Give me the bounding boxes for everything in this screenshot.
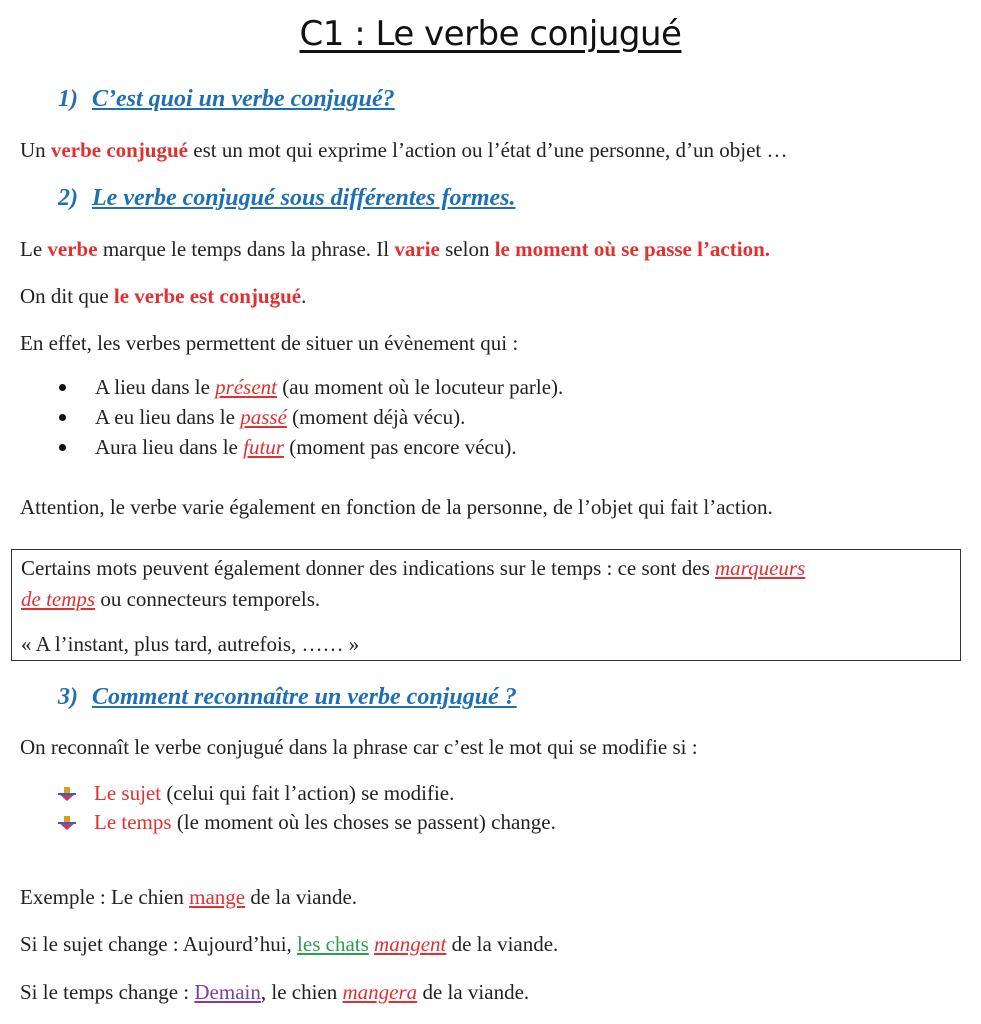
paragraph-3: [20, 284, 306, 309]
list-item: Le sujet (celui qui fait l’action) se modifie.: [58, 779, 556, 808]
box-line-2: de temps ou connecteurs temporels.: [21, 587, 321, 611]
criterion-temps: Le temps: [94, 810, 172, 834]
box-term-marqueurs: marqueurs: [715, 556, 806, 580]
list-item: Le temps (le moment où les choses se passent) change.: [58, 808, 556, 837]
box-line-1: Certains mots peuvent également donner des indications sur le temps : ce sont des marqueurs: [21, 556, 806, 580]
bullet-icon: [59, 384, 66, 391]
subject-les-chats: les chats: [297, 932, 369, 956]
section-3-number: 3): [58, 684, 78, 710]
section-1-heading: [58, 86, 395, 113]
paragraph-5: Attention, le verbe varie également en fonction de la personne, de l’objet qui fait l’action.: [20, 495, 773, 519]
definition-paragraph: [20, 138, 788, 163]
tense-list: [50, 372, 563, 462]
bullet-icon: [59, 444, 66, 451]
paragraph-6: On reconnaît le verbe conjugué dans la phrase car c’est le mot qui se modifie si :: [20, 735, 698, 759]
verb-mangent: mangent: [374, 932, 447, 956]
p2-term-varie: varie: [394, 237, 440, 261]
p1-text-a: Un: [20, 138, 51, 162]
tense-present: présent: [215, 375, 277, 399]
example-2: Si le sujet change : Aujourd’hui, les chats mangent de la viande.: [20, 932, 559, 956]
p2-text-a: Le: [20, 237, 48, 261]
box-line-3: « A l’instant, plus tard, autrefois, …… »: [21, 632, 360, 656]
list-item: A lieu dans le présent (au moment où le locuteur parle).: [50, 372, 563, 402]
bullet-icon: [59, 414, 66, 421]
paragraph-2: [20, 237, 770, 262]
p2-text-c: marque le temps dans la phrase. Il: [97, 237, 395, 261]
paragraph-4: En effet, les verbes permettent de situer un évènement qui :: [20, 331, 519, 355]
section-2-number: 2): [58, 185, 78, 211]
list-item: A eu lieu dans le passé (moment déjà vécu).: [50, 402, 563, 432]
time-marker-demain: Demain: [194, 980, 261, 1004]
criteria-list: [58, 779, 556, 837]
p2-term-moment: le moment où se passe l’action.: [494, 237, 771, 261]
list-item: Aura lieu dans le futur (moment pas encore vécu).: [50, 432, 563, 462]
box-term-de-temps: de temps: [21, 587, 96, 611]
p1-term: verbe conjugué: [50, 138, 188, 162]
p2-term-verbe: verbe: [47, 237, 98, 261]
example-3: Si le temps change : Demain, le chien mangera de la viande.: [20, 980, 530, 1004]
tense-passe: passé: [240, 405, 287, 429]
p2-text-e: selon: [439, 237, 495, 261]
section-2-title: Le verbe conjugué sous différentes formes.: [92, 185, 516, 211]
arrow-down-icon: [58, 816, 76, 830]
info-box: [11, 549, 961, 661]
verb-mange: mange: [189, 885, 246, 909]
p3-text-a: On dit que: [20, 284, 114, 308]
example-1: Exemple : Le chien mange de la viande.: [20, 885, 358, 909]
p1-text-c: est un mot qui exprime l’action ou l’état d’une personne, d’un objet …: [188, 138, 788, 162]
tense-futur: futur: [243, 435, 284, 459]
section-1-title: C’est quoi un verbe conjugué?: [92, 86, 395, 112]
page-title: C1 : Le verbe conjugué: [299, 14, 682, 54]
section-2-heading: [58, 185, 516, 212]
arrow-down-icon: [58, 787, 76, 801]
verb-mangera: mangera: [342, 980, 418, 1004]
section-1-number: 1): [58, 86, 78, 112]
section-3-title: Comment reconnaître un verbe conjugué ?: [92, 684, 517, 710]
p3-term: le verbe est conjugué: [113, 284, 302, 308]
p3-text-c: .: [301, 284, 307, 308]
section-3-heading: [58, 684, 517, 711]
criterion-sujet: Le sujet: [94, 781, 162, 805]
